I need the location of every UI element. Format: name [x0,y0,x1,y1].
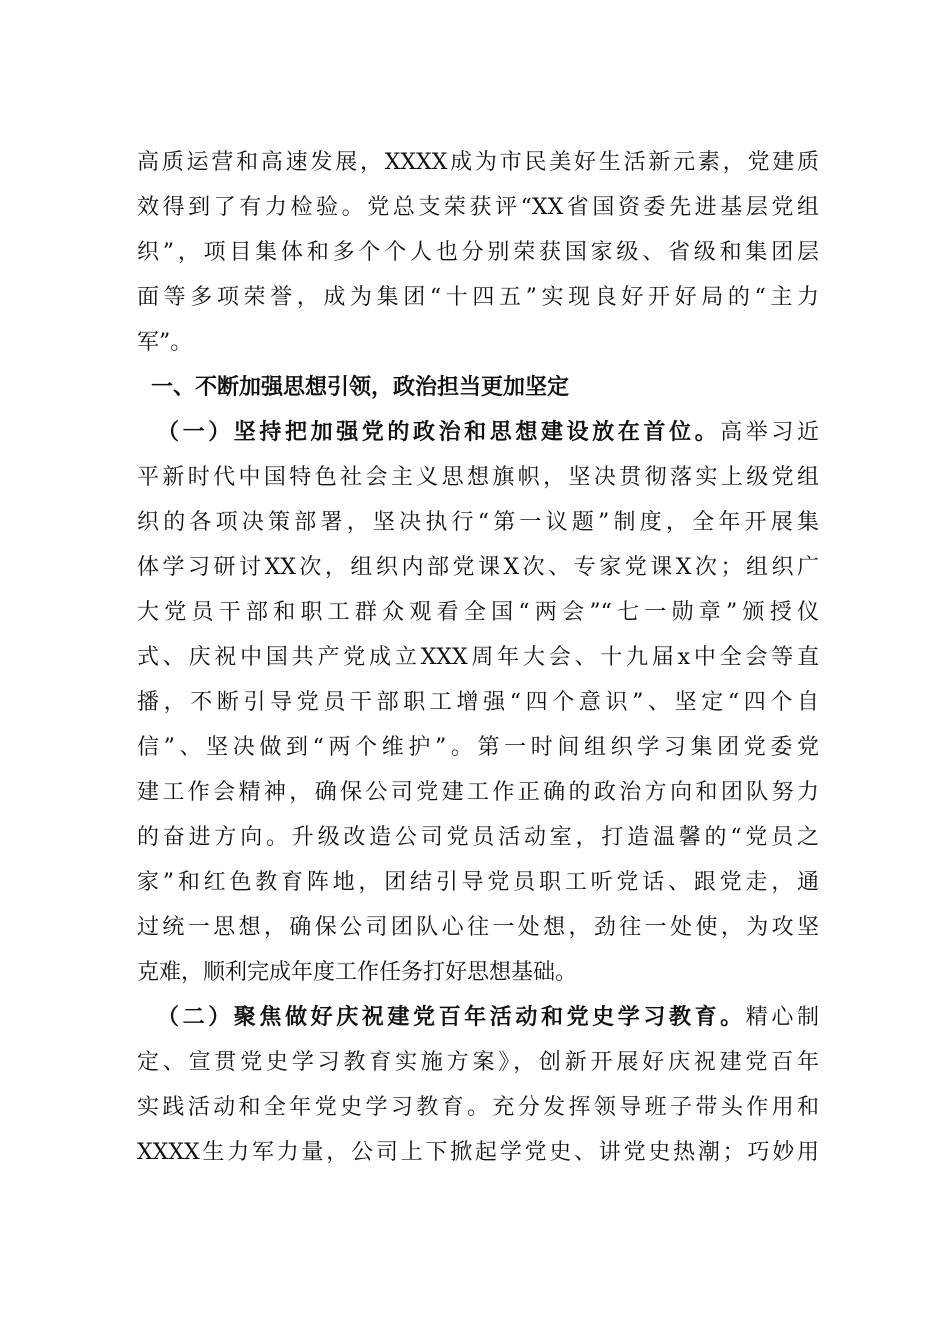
paragraph [137,140,819,365]
text-line: 面等多项荣誉，成为集团“十四五”实现良好开好局的“主力 [137,285,819,310]
text-line: 克难，顺利完成年度工作任务打好思想基础。 [137,960,578,985]
document-page [137,140,819,1175]
text-line: 效得到了有力检验。党总支荣获评“XX省国资委先进基层党组 [137,195,819,220]
text-line: 高质运营和高速发展，XXXX成为市民美好生活新元素，党建质 [137,150,819,175]
text-line: XXXX生力军力量，公司上下掀起学党史、讲党史热潮；巧妙用 [137,1140,819,1165]
text-line: （一）坚持把加强党的政治和思想建设放在首位。高举习近 [157,419,819,445]
text-line: 过统一思想，确保公司团队心往一处想，劲往一处使，为攻坚 [137,915,819,940]
paragraph [137,995,819,1175]
text-line: 织的各项决策部署，坚决执行“第一议题”制度，全年开展集 [137,510,819,535]
text-line: 的奋进方向。升级改造公司党员活动室，打造温馨的“党员之 [137,825,819,850]
text-line: 平新时代中国特色社会主义思想旗帜，坚决贯彻落实上级党组 [137,465,819,490]
text-line: 家”和红色教育阵地，团结引导党员职工听党话、跟党走，通 [137,870,819,895]
paragraph-lead: （二）聚焦做好庆祝建党百年活动和党史学习教育。 [157,1004,746,1030]
text-line: 体学习研讨XX次，组织内部党课X次、专家党课X次；组织广 [137,555,819,580]
text-line: 织”，项目集体和多个个人也分别荣获国家级、省级和集团层 [137,240,819,265]
text-line: 一、不断加强思想引领，政治担当更加坚定 [151,375,570,400]
text-line: 大党员干部和职工群众观看全国“两会”“七一勋章”颁授仪 [137,600,819,625]
text-line: 播，不断引导党员干部职工增强“四个意识”、坚定“四个自 [137,690,819,715]
text-line: 信”、坚决做到“两个维护”。第一时间组织学习集团党委党 [137,735,819,760]
text-line: 建工作会精神，确保公司党建工作正确的政治方向和团队努力 [137,780,819,805]
text-line: 军”。 [137,330,193,355]
paragraph [137,410,819,995]
paragraph-lead: （一）坚持把加强党的政治和思想建设放在首位。 [157,419,721,445]
text-line: （二）聚焦做好庆祝建党百年活动和党史学习教育。精心制 [157,1004,819,1030]
text-line: 式、庆祝中国共产党成立XXX周年大会、十九届x中全会等直 [137,645,819,670]
text-line: 定、宣贯党史学习教育实施方案》，创新开展好庆祝建党百年 [137,1050,819,1075]
text-line: 实践活动和全年党史学习教育。充分发挥领导班子带头作用和 [137,1095,819,1120]
section-heading [137,365,819,410]
